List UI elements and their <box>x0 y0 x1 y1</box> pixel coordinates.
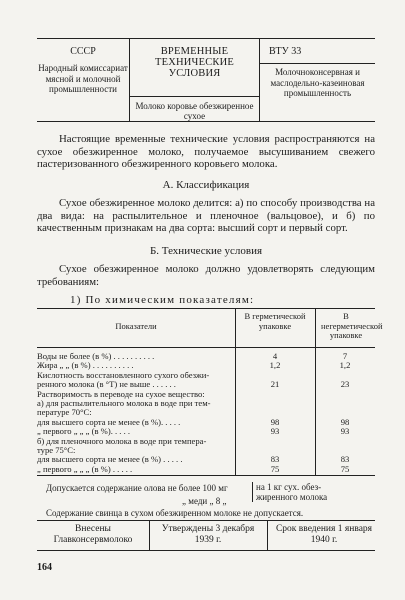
row-value-non-hermetic: 7 <box>342 351 348 361</box>
row-label: „ первого „ „ „ (в %). . . . . <box>37 426 131 437</box>
row-label: Жира „ „ (в %) . . . . . . . . . . <box>37 360 134 371</box>
divider <box>130 96 259 97</box>
indicators-table <box>37 308 383 476</box>
row-value-non-hermetic: 83 <box>340 454 350 465</box>
document-footer <box>37 520 375 551</box>
row-label: Кислотность восстановленного сухого обезжи- <box>37 369 210 380</box>
copper-note: „ меди „ 8 „ <box>182 496 227 506</box>
header-center-cell <box>130 39 260 121</box>
country-label: СССР <box>70 46 96 57</box>
row-value-non-hermetic: 1,2 <box>339 360 351 371</box>
document-header <box>37 38 375 122</box>
row-value-hermetic: 75 <box>270 463 280 474</box>
per-kg-line-2: жиренного молока <box>256 492 328 502</box>
tin-note: Допускается содержание олова не более 100 мг <box>46 483 228 493</box>
divider <box>260 63 375 64</box>
approved-date: Утверждены 3 декабря 1939 г. <box>161 524 255 545</box>
row-label: пературе 70°С: <box>37 407 92 418</box>
row-value-hermetic: 1,2 <box>269 360 281 371</box>
row-value-non-hermetic: 23 <box>340 379 350 390</box>
section-a-title: А. Классификация <box>162 179 250 191</box>
standard-code: ВТУ 33 <box>269 46 302 57</box>
intro-paragraph: Настоящие временные технические условия распространяются на сухое обезжиренное молоко, получаемое высушиванием свежего пастеризованного обезжиренного коровьего молока. <box>37 133 375 171</box>
row-value-hermetic: 93 <box>270 426 280 437</box>
row-value-hermetic: 21 <box>270 379 280 390</box>
row-label: б) для пленочного молока в воде при темпера- <box>37 435 207 446</box>
page-number: 164 <box>37 562 52 573</box>
column-header-non-hermetic: В негерметической упаковке <box>321 311 383 341</box>
lead-note: Содержание свинца в сухом обезжиренном молоке не допускается. <box>46 508 304 518</box>
row-label: туре 75°С: <box>37 445 76 455</box>
chemical-indicators-heading: 1) По химическим показателям: <box>70 294 255 306</box>
per-kg-line-1: на 1 кг сух. обез- <box>256 482 322 492</box>
header-left-cell <box>37 39 130 121</box>
section-a-paragraph: Сухое обезжиренное молоко делится: а) по способу производства на два вида: на распылительное и пленочное (вальцовое), и б) по качественным признакам на два сорта: высший сорт и первый сорт. <box>37 197 375 235</box>
column-header-indicators: Показатели <box>115 321 157 331</box>
row-label: ренного молока (в °Т) не выше . . . . . . <box>37 379 176 390</box>
footer-divider <box>149 521 150 550</box>
column-divider <box>235 309 236 475</box>
row-label: Воды не более (в %) . . . . . . . . . . <box>37 351 155 361</box>
row-label: „ первого „ „ „ (в %) . . . . . <box>37 463 133 474</box>
row-label: для высшего сорта не менее (в %) . . . . . <box>37 454 183 465</box>
row-value-non-hermetic: 75 <box>340 463 350 474</box>
section-b-title: Б. Технические условия <box>149 245 263 257</box>
industry-label: Молочноконсервная и маслодельно-казеиновая промышленность <box>270 67 365 98</box>
column-divider <box>315 309 316 475</box>
row-value-hermetic: 83 <box>270 454 280 465</box>
row-label: а) для распылительного молока в воде при тем- <box>37 398 211 408</box>
header-right-cell <box>260 39 375 121</box>
row-label: для высшего сорта не менее (в %). . . . . <box>37 416 181 427</box>
issued-by: Внесены Главконсервмолоко <box>53 524 133 545</box>
document-type: ВРЕМЕННЫЕ ТЕХНИЧЕСКИЕ УСЛОВИЯ <box>154 46 235 79</box>
per-kg-note <box>252 482 327 502</box>
column-header-hermetic: В герметической упаковке <box>244 311 306 331</box>
ministry-label: Народный комиссариат мясной и молочной промышленности <box>38 63 128 94</box>
effective-date: Срок введения 1 января 1940 г. <box>275 524 373 545</box>
row-value-non-hermetic: 93 <box>340 426 350 437</box>
section-b-paragraph: Сухое обезжиренное молоко должно удовлетворять следующим требованиям: <box>37 263 375 288</box>
header-divider <box>37 347 375 348</box>
row-label: Растворимость в переводе на сухое вещество: <box>37 388 205 399</box>
row-value-hermetic: 4 <box>272 351 278 361</box>
row-value-non-hermetic: 98 <box>340 416 350 427</box>
product-name: Молоко коровье обезжиренное сухое <box>135 101 254 121</box>
footer-divider <box>267 521 268 550</box>
row-value-hermetic: 98 <box>270 416 280 427</box>
